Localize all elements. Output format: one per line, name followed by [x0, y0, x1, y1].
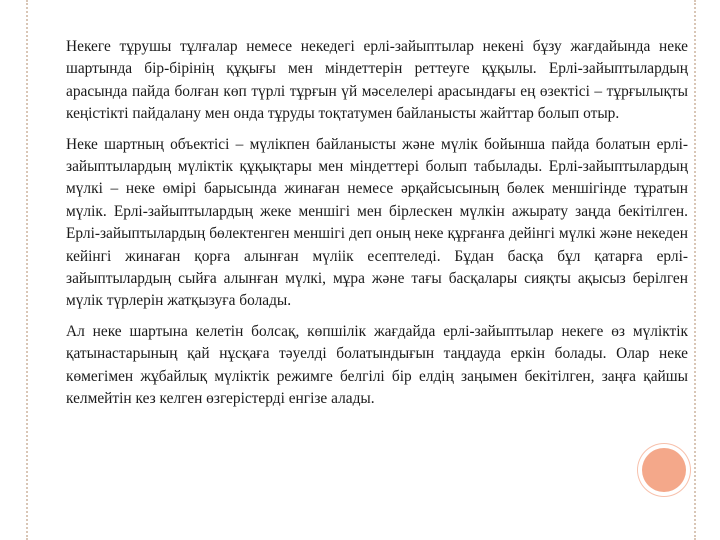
left-dotted-border	[26, 0, 28, 540]
paragraph-2: Неке шартның объектісі – мүлікпен байланысты және мүлік бойынша пайда болатын ерлі-зайыптылардың мүліктік құқықтары мен міндеттері болып табылады. Ерлі-зайыптылардың мүлкі – неке өмірі барысында жинаған немесе әрқайсысының бөлек меншігінде тұратын мүлік. Ерлі-зайыптылардың жеке меншігі мен бірлескен мүлкін ажырату заңда бекітілген. Ерлі-зайыптылардың бөлектенген меншігі деп оның неке құрғанға дейінгі мүлкі және некеден кейінгі жинаған қорға алынған мүліік есептеледі. Бұдан басқа бұл қатарға ерлі-зайыптылардың сыйға алынған мүлкі, мұра және тағы басқалары сияқты ақысыз берілген мүлік түрлерін жатқызуға болады.	[66, 135, 688, 310]
paragraph-1: Некеге тұрушы тұлғалар немесе некедегі ерлі-зайыптылар некені бұзу жағдайында неке шартында бір-бірінің құқығы мен міндеттерін реттеуге құқылы. Ерлі-зайыптылардың арасында пайда болған көп түрлі тұрғын үй мәселелері арасындағы ең өзектісі – тұрғылықты кеңістікті пайдалану мен онда тұруды тоқтатумен байланысты жайттар болып отыр.	[66, 38, 688, 123]
paragraph-3: Ал неке шартына келетін болсақ, көпшілік жағдайда ерлі-зайыптылар некеге өз мүліктік қатынастарының қай нұсқаға тәуелді болатындығын таңдауда еркін болады. Олар неке көмегімен жұбайлық мүліктік режимге белгілі бір елдің заңымен бекітілген, заңға қайшы келмейтін кез келген өзгерістерді енгізе алады.	[66, 322, 688, 408]
accent-circle-decoration	[642, 448, 686, 492]
slide-body-text	[66, 36, 688, 419]
right-dotted-border	[694, 0, 696, 540]
